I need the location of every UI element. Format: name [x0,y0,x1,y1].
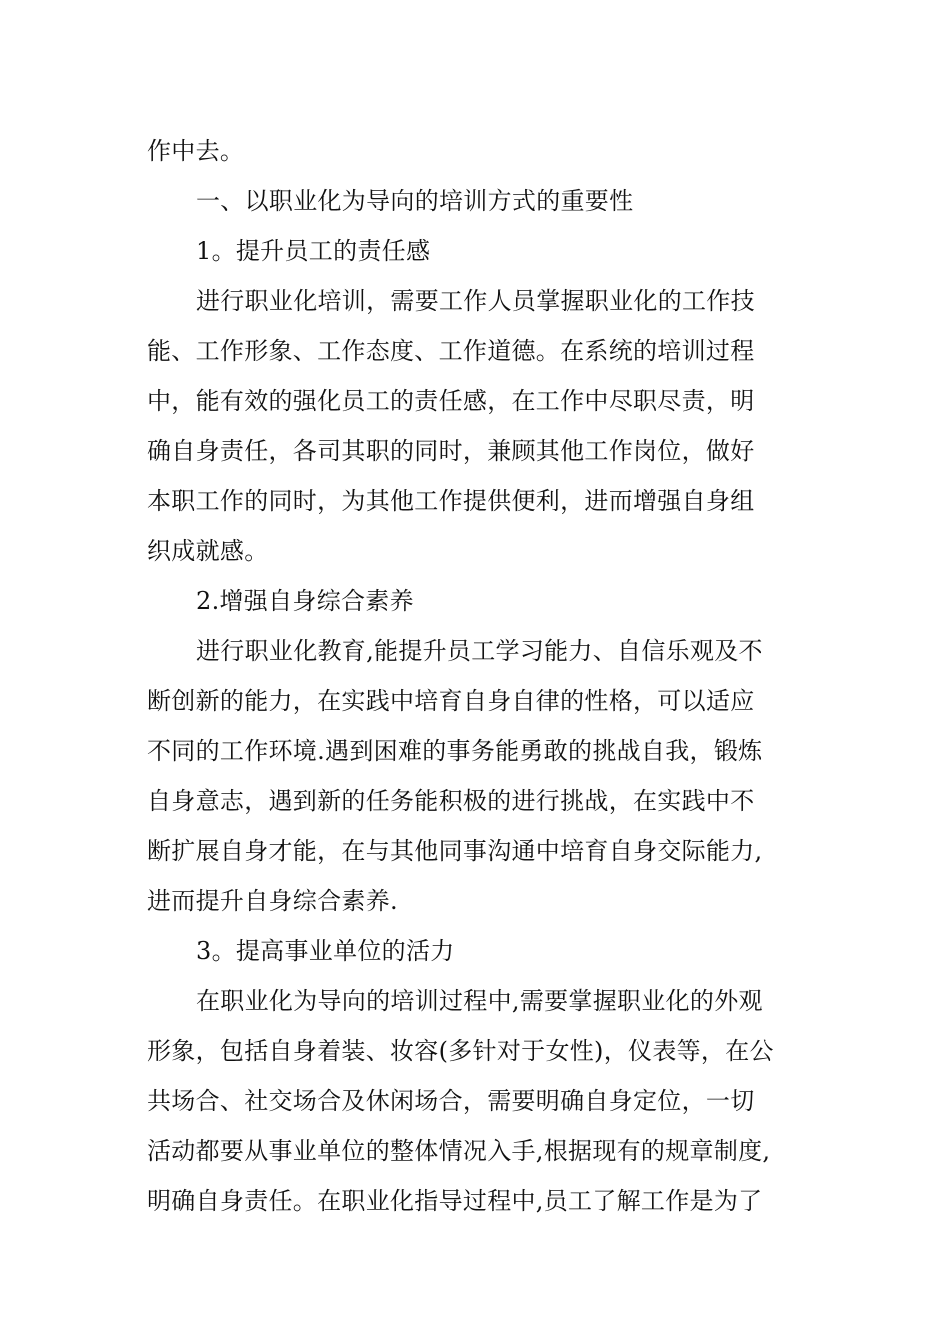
paragraph-line: 形象，包括自身着装、妆容(多针对于女性)，仪表等，在公 [147,1037,774,1065]
paragraph-line: 断扩展自身才能，在与其他同事沟通中培育自身交际能力, [147,837,763,865]
paragraph-line: 确自身责任，各司其职的同时，兼顾其他工作岗位，做好 [147,437,755,465]
paragraph-line: 不同的工作环境.遇到困难的事务能勇敢的挑战自我，锻炼 [147,737,763,765]
subheading-2: 2.增强自身综合素养 [196,587,414,615]
paragraph-line: 中，能有效的强化员工的责任感，在工作中尽职尽责，明 [147,387,755,415]
paragraph-line: 进行职业化教育,能提升员工学习能力、自信乐观及不 [196,637,763,665]
subheading-1: 1。提升员工的责任感 [196,237,431,265]
paragraph-line: 在职业化为导向的培训过程中,需要掌握职业化的外观 [196,987,763,1015]
paragraph-line: 共场合、社交场合及休闲场合，需要明确自身定位，一切 [147,1087,755,1115]
section-heading: 一、以职业化为导向的培训方式的重要性 [196,187,634,215]
paragraph-continuation: 作中去。 [147,137,245,165]
paragraph-line: 进行职业化培训，需要工作人员掌握职业化的工作技 [196,287,755,315]
paragraph-line: 进而提升自身综合素养. [147,887,398,915]
paragraph-line: 活动都要从事业单位的整体情况入手,根据现有的规章制度, [147,1137,771,1165]
paragraph-line: 能、工作形象、工作态度、工作道德。在系统的培训过程 [147,337,755,365]
paragraph-line: 明确自身责任。在职业化指导过程中,员工了解工作是为了 [147,1187,763,1215]
paragraph-line: 织成就感。 [147,537,269,565]
subheading-3: 3。提高事业单位的活力 [196,937,455,965]
paragraph-line: 本职工作的同时，为其他工作提供便利，进而增强自身组 [147,487,755,515]
paragraph-line: 自身意志，遇到新的任务能积极的进行挑战，在实践中不 [147,787,755,815]
paragraph-line: 断创新的能力，在实践中培育自身自律的性格，可以适应 [147,687,755,715]
